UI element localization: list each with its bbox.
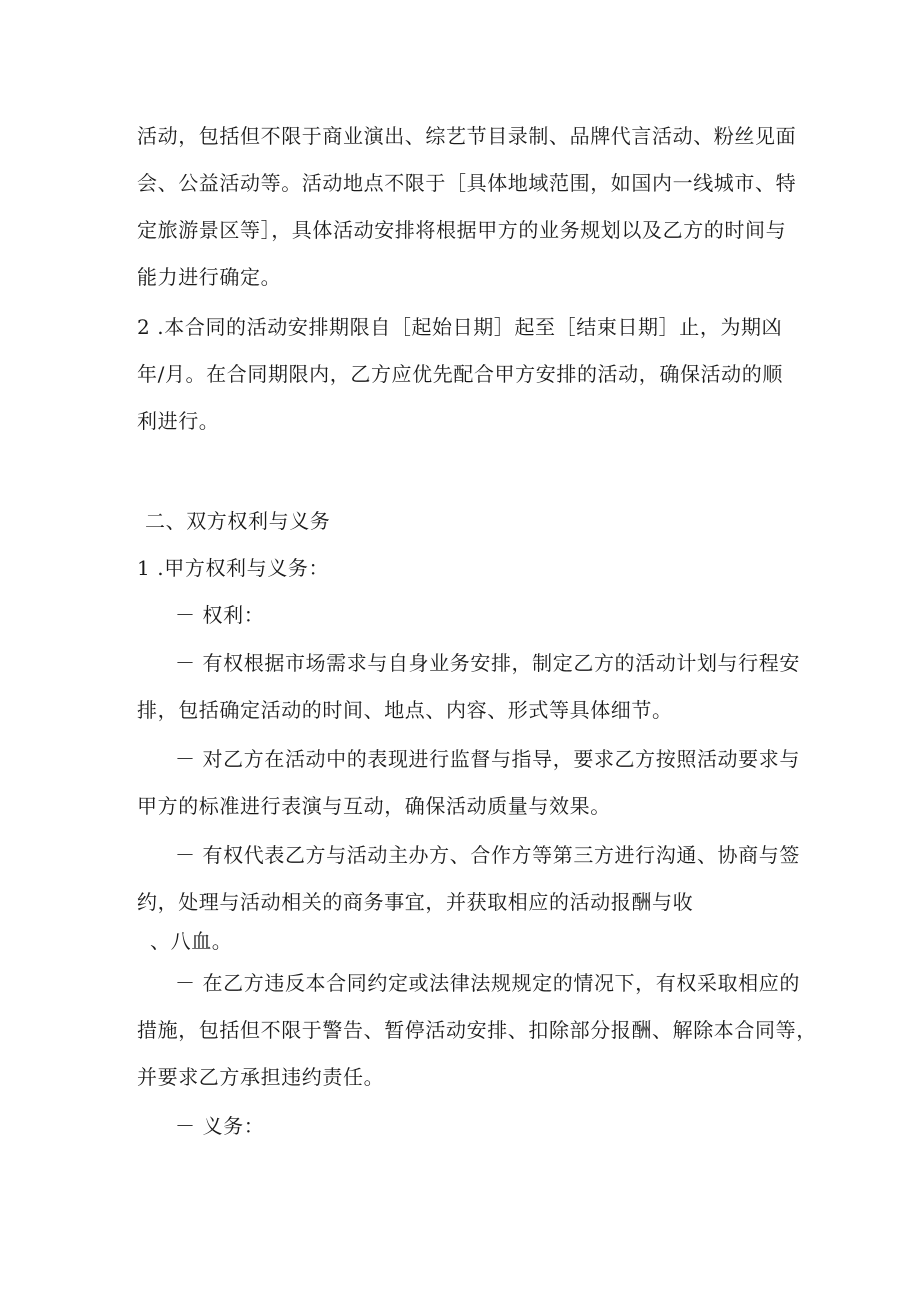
rights-label: － 权利： [175,603,265,627]
paragraph-line: 2 .本合同的活动安排期限自［起始日期］起至［结束日期］止，为期凶 [137,315,783,339]
paragraph-line: 会、公益活动等。活动地点不限于［具体地域范围，如国内一线城市、特 [137,171,797,195]
duties-label: － 义务： [175,1114,265,1138]
paragraph-line: 定旅游景区等］，具体活动安排将根据甲方的业务规划以及乙方的时间与 [137,218,787,242]
list-item-line: 并要求乙方承担违约责任。 [137,1065,385,1089]
list-item-line: － 有权代表乙方与活动主办方、合作方等第三方进行沟通、协商与签 [175,843,800,867]
paragraph-line: 活动，包括但不限于商业演出、综艺节目录制、品牌代言活动、粉丝见面 [137,124,797,148]
section-heading: 二、双方权利与义务 [145,509,331,533]
list-item-line: 约，处理与活动相关的商务事宜，并获取相应的活动报酬与收 [137,890,694,914]
list-item-line: 、八血。 [150,929,233,953]
list-item-line: 措施，包括但不限于警告、暂停活动安排、扣除部分报酬、解除本合同等， [137,1018,817,1042]
paragraph-line: 能力进行确定。 [137,265,282,289]
list-item-line: 排，包括确定活动的时间、地点、内容、形式等具体细节。 [137,698,673,722]
list-item-line: － 在乙方违反本合同约定或法律法规规定的情况下，有权采取相应的 [175,971,800,995]
paragraph-line: 年/月。在合同期限内，乙方应优先配合甲方安排的活动，确保活动的顺 [137,362,783,386]
paragraph-line: 利进行。 [137,409,220,433]
list-item-line: － 有权根据市场需求与自身业务安排，制定乙方的活动计划与行程安 [175,651,800,675]
item-heading: 1 .甲方权利与义务： [137,556,330,580]
list-item-line: 甲方的标准进行表演与互动，确保活动质量与效果。 [137,794,611,818]
list-item-line: － 对乙方在活动中的表现进行监督与指导，要求乙方按照活动要求与 [175,747,800,771]
